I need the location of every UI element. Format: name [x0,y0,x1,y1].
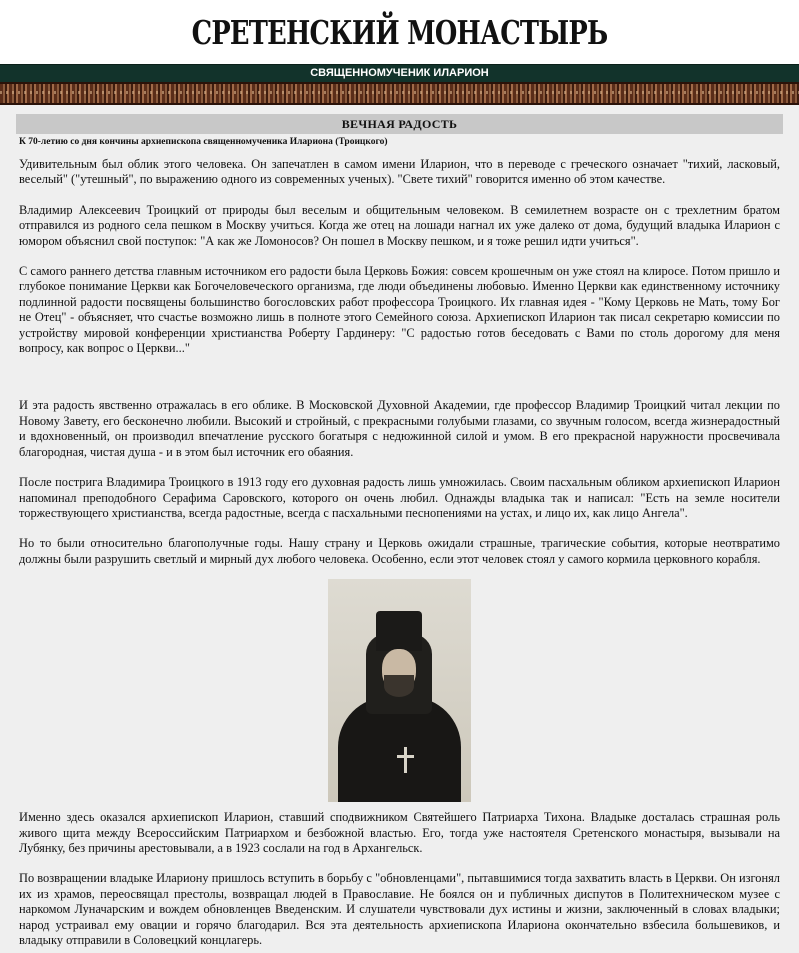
site-logo[interactable]: СРЕТЕНСКИЙ МОНАСТЫРЬ [191,12,608,52]
article-paragraph: По возвращении владыке Илариону пришлось вступить в борьбу с "обновленцами", пытавшимися тогда захватить власть в Церкви. Он изгонял их из храмов, переосвящал престолы, возвращал людей в Православие. Не боялся он и публичных диспутов в Политехническом музее с наркомом Луначарским и вождем обновленцев Введенским. И слушатели чувствовали дух истины и жизни, заключенный в словах владыки; народ устраивал ему овации и горячо благодарил. Вся эта деятельность архиепископа Илариона окончательно взбесила большевиков, и владыку отправили в Соловецкий концлагерь. [19,871,780,947]
article-subtitle: К 70-летию со дня кончины архиепископа священномученика Илариона (Троицкого) [19,137,388,147]
ornament-divider [0,82,799,105]
article [0,114,799,948]
portrait-photo [328,579,471,802]
article-paragraph: Удивительным был облик этого человека. Он запечатлен в самом имени Иларион, что в переводе с греческого означает "тихий, ласковый, веселый" ("утешный", по выражению одного из современных ученых). "Свете тихий" говорится именно об этом качестве. [19,157,780,187]
article-title: ВЕЧНАЯ РАДОСТЬ [16,114,783,134]
article-paragraph: И эта радость явственно отражалась в его облике. В Московской Духовной Академии, где профессор Владимир Троицкий читал лекции по Новому Завету, его бесконечно любили. Высокий и стройный, с прекрасными голубыми глазами, со звучным голосом, всегда жизнерадостный и вдохновенный, он производил впечатление русского богатыря с недюжинной силой и умом. В его прекрасной наружности просвечивала благородная, чистая душа - и в этом был источник его обаяния. [19,398,780,459]
article-paragraph: Владимир Алексеевич Троицкий от природы был веселым и общительным человеком. В семилетнем возрасте он с трехлетним братом отправился из родного села пешком в Москву учиться. Когда же отец на лошади нагнал их уже далеко от дома, будущий владыка Иларион с юмором объяснил свой поступок: "А как же Ломоносов? Он пошел в Москву пешком, и я тоже решил идти учиться". [19,202,780,248]
article-paragraph: Но то были относительно благополучные годы. Нашу страну и Церковь ожидали страшные, трагические события, которые неотвратимо должны были разрушить светлый и мирный дух любого человека. Особенно, если этот человек стоял у самого кормила церковного корабля. [19,536,780,566]
article-paragraph: С самого раннего детства главным источником его радости была Церковь Божия: совсем крошечным он уже стоял на клиросе. Потом пришло и глубокое понимание Церкви как Богочеловеческого организма, где люди объединены любовью. Именно Церкви как единственному источнику подлинной радости посвящены большинство богословских работ профессора Троицкого. Их главная идея - "Кому Церковь не Мать, тому Бог не Отец" - объясняет, что счастье возможно лишь в полноте этого Семейного союза. Архиепископ Иларион так писал секретарю комиссии по устройству мировой конференции христианства Роберту Гардинеру: "С радостью готов беседовать с Вами по столь дорогому для меня вопросу, как вопрос о Церкви..." [19,264,780,356]
article-paragraph: После пострига Владимира Троицкого в 1913 году его духовная радость лишь умножилась. Своим пасхальным обликом архиепископ Иларион напоминал преподобного Серафима Саровского, которого он очень любил. Однажды владыка так и написал: "Есть на земле носители торжествующего христианства, всегда радостные, всегда с пасхальными песнопениями на устах, и лицо их, как лицо Ангела". [19,475,780,520]
cross-icon [404,747,407,773]
article-paragraph: Именно здесь оказался архиепископ Иларион, ставший сподвижником Святейшего Патриарха Тихона. Владыке досталась страшная роль живого щита между Всероссийским Патриархом и безбожной властью. Его, тогда уже настоятеля Сретенского монастыря, вызывали на Лубянку, без причины арестовывали, а в 1923 сослали на год в Архангельск. [19,810,780,855]
site-header [0,0,799,64]
section-title: СВЯЩЕННОМУЧЕНИК ИЛАРИОН [0,64,799,82]
